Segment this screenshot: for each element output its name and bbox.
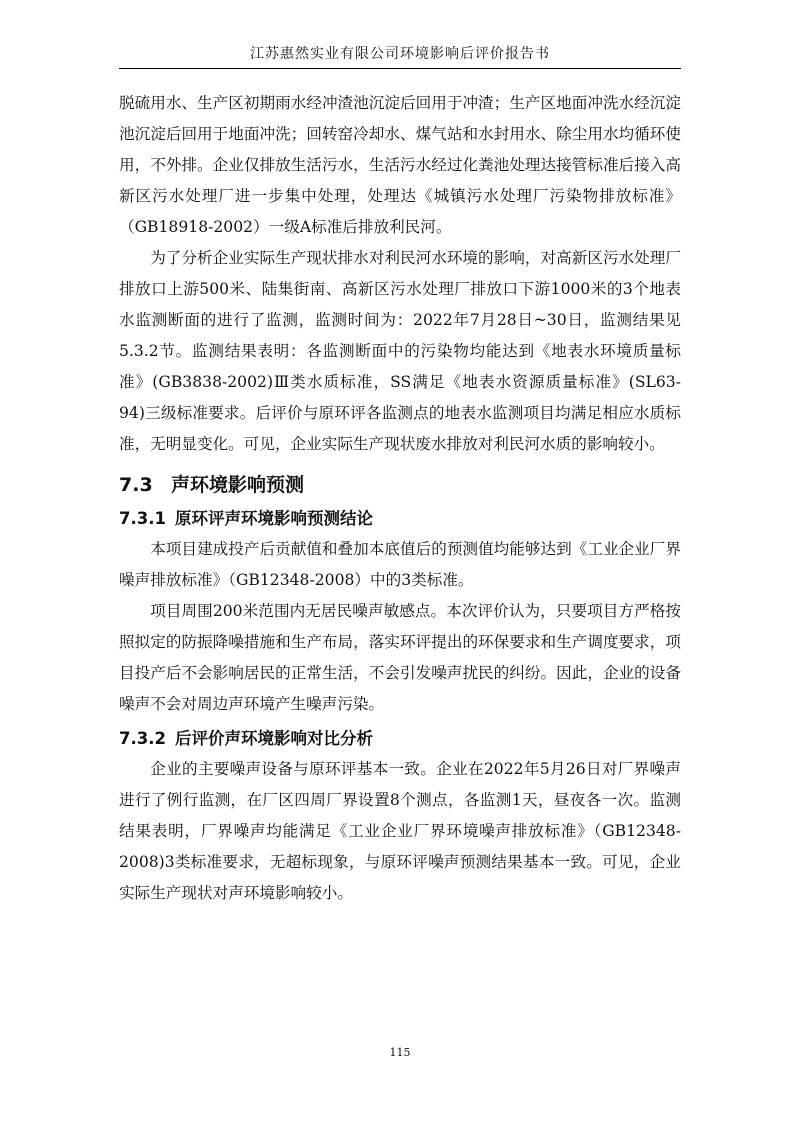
- page-number: 115: [389, 1046, 411, 1059]
- section-number: 7.3.1: [119, 509, 166, 528]
- paragraph-noise-comparison: 企业的主要噪声设备与原环评基本一致。企业在2022年5月26日对厂界噪声进行了例行监测，在厂区四周厂界设置8个测点，各监测1天，昼夜各一次。监测结果表明，厂界噪声均能满足《工业企业厂界环境噪声排放标准》（GB12348-2008)3类标准要求，无超标现象，与原环评噪声预测结果基本一致。可见，企业实际生产现状对声环境影响较小。: [119, 760, 681, 902]
- paragraph-surface-water-monitoring: 为了分析企业实际生产现状排水对利民河水环境的影响，对高新区污水处理厂排放口上游500米、陆集街南、高新区污水处理厂排放口下游1000米的3个地表水监测断面的进行了监测，监测时间为：2022年7月28日~30日，监测结果见5.3.2节。监测结果表明：各监测断面中的污染物均能达到《地表水环境质量标准》(GB3838-2002)Ⅲ类水质标准，SS满足《地表水资源质量标准》(SL63-94)三级标准要求。后评价与原环评各监测点的地表水监测项目均满足相应水质标准，无明显变化。可见，企业实际生产现状废水排放对利民河水质的影响较小。: [119, 249, 681, 453]
- section-title: 原环评声环境影响预测结论: [175, 509, 373, 528]
- section-number: 7.3.2: [119, 729, 166, 748]
- paragraph-noise-sensitive-points: 项目周围200米范围内无居民噪声敏感点。本次评价认为，只要项目方严格按照拟定的防振降噪措施和生产布局，落实环评提出的环保要求和生产调度要求，项目投产后不会影响居民的正常生活，不会引发噪声扰民的纠纷。因此，企业的设备噪声不会对周边声环境产生噪声污染。: [119, 602, 681, 713]
- paragraph-water-treatment: 脱硫用水、生产区初期雨水经冲渣池沉淀后回用于冲渣；生产区地面冲洗水经沉淀池沉淀后回用于地面冲洗；回转窑冷却水、煤气站和水封用水、除尘用水均循环使用，不外排。企业仅排放生活污水，生活污水经过化粪池处理达接管标准后接入高新区污水处理厂进一步集中处理，处理达《城镇污水处理厂污染物排放标准》（GB18918-2002）一级A标准后排放利民河。: [119, 94, 681, 236]
- section-number: 7.3: [119, 474, 153, 496]
- section-title: 声环境影响预测: [171, 474, 305, 496]
- running-header: 江苏惠然实业有限公司环境影响后评价报告书: [250, 46, 550, 62]
- section-title: 后评价声环境影响对比分析: [175, 729, 373, 748]
- page-body: [119, 88, 681, 909]
- section-heading-7-3: [119, 470, 681, 500]
- section-heading-7-3-1: [119, 504, 681, 534]
- section-heading-7-3-2: [119, 724, 681, 754]
- header-rule: [119, 68, 681, 69]
- paragraph-noise-prediction: 本项目建成投产后贡献值和叠加本底值后的预测值均能够达到《工业企业厂界噪声排放标准》（GB12348-2008）中的3类标准。: [119, 540, 681, 589]
